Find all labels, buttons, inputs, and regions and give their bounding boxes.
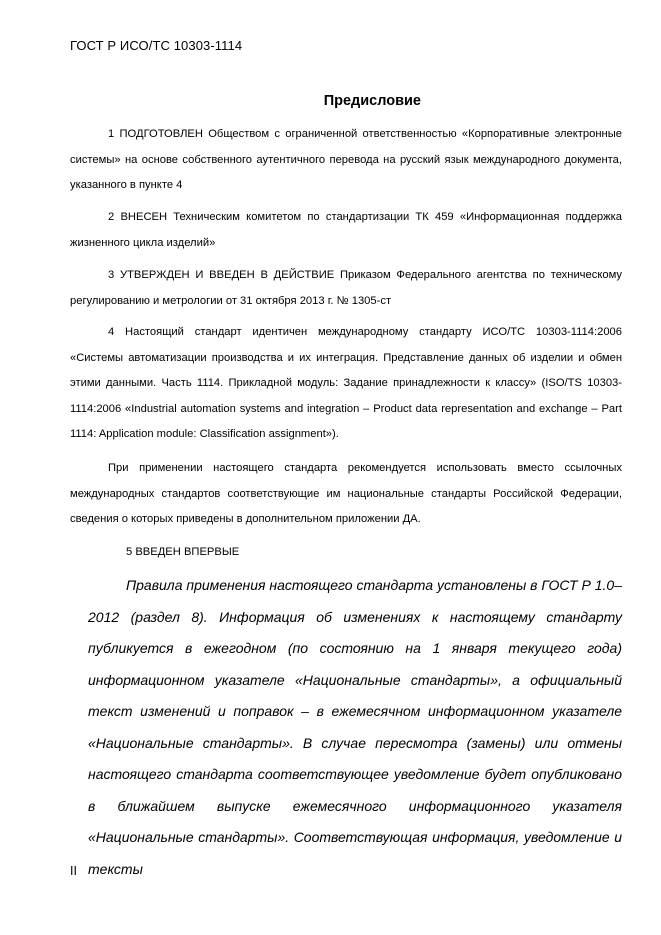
paragraph-identical-standard: 4 Настоящий стандарт идентичен международному стандарту ИСО/ТС 10303-1114:2006 «Системы автоматизации производства и их интеграция. Представление данных об изделии и обмен этими данными. Часть 1114. Прикладной модуль: Задание принадлежности к классу» (ISO/TS 10303-1114:2006 «Industrial automation systems and integration – Product data representation and exchange – Part 1114: Application module: Classification assignment»). — [70, 326, 622, 440]
paragraph-application-note: При применении настоящего стандарта рекомендуется использовать вместо ссылочных международных стандартов соответствующие им национальные стандарты Российской Федерации, сведения о которых приведены в дополнительном приложении ДА. — [70, 462, 622, 525]
document-code-header: ГОСТ Р ИСО/ТС 10303-1114 — [70, 38, 243, 53]
paragraph-introduced-by: 2 ВНЕСЕН Техническим комитетом по стандартизации ТК 459 «Информационная поддержка жизненного цикла изделий» — [70, 211, 622, 249]
page-title: Предисловие — [323, 93, 421, 109]
page-number: II — [70, 864, 77, 878]
notice-italic-block: Правила применения настоящего стандарта установлены в ГОСТ Р 1.0–2012 (раздел 8). Информация об изменениях к настоящему стандарту публикуется в ежегодном (по состоянию на 1 января текущего года) информационном указателе «Национальные стандарты», а официальный текст изменений и поправок – в ежемесячном информационном указателе «Национальные стандарты». В случае пересмотра (замены) или отмены настоящего стандарта соответствующее уведомление будет опубликовано в ближайшем выпуске ежемесячного информационного указателя «Национальные стандарты». Соответствующая информация, уведомление и тексты — [88, 577, 622, 877]
paragraph-prepared-by: 1 ПОДГОТОВЛЕН Обществом с ограниченной ответственностью «Корпоративные электронные системы» на основе собственного аутентичного перевода на русский язык международного документа, указанного в пункте 4 — [70, 128, 622, 191]
paragraph-first-introduced: 5 ВВЕДЕН ВПЕРВЫЕ — [126, 546, 240, 558]
paragraph-approved: 3 УТВЕРЖДЕН И ВВЕДЕН В ДЕЙСТВИЕ Приказом Федерального агентства по техническому регулированию и метрологии от 31 октября 2013 г. № 1305-ст — [70, 269, 622, 307]
